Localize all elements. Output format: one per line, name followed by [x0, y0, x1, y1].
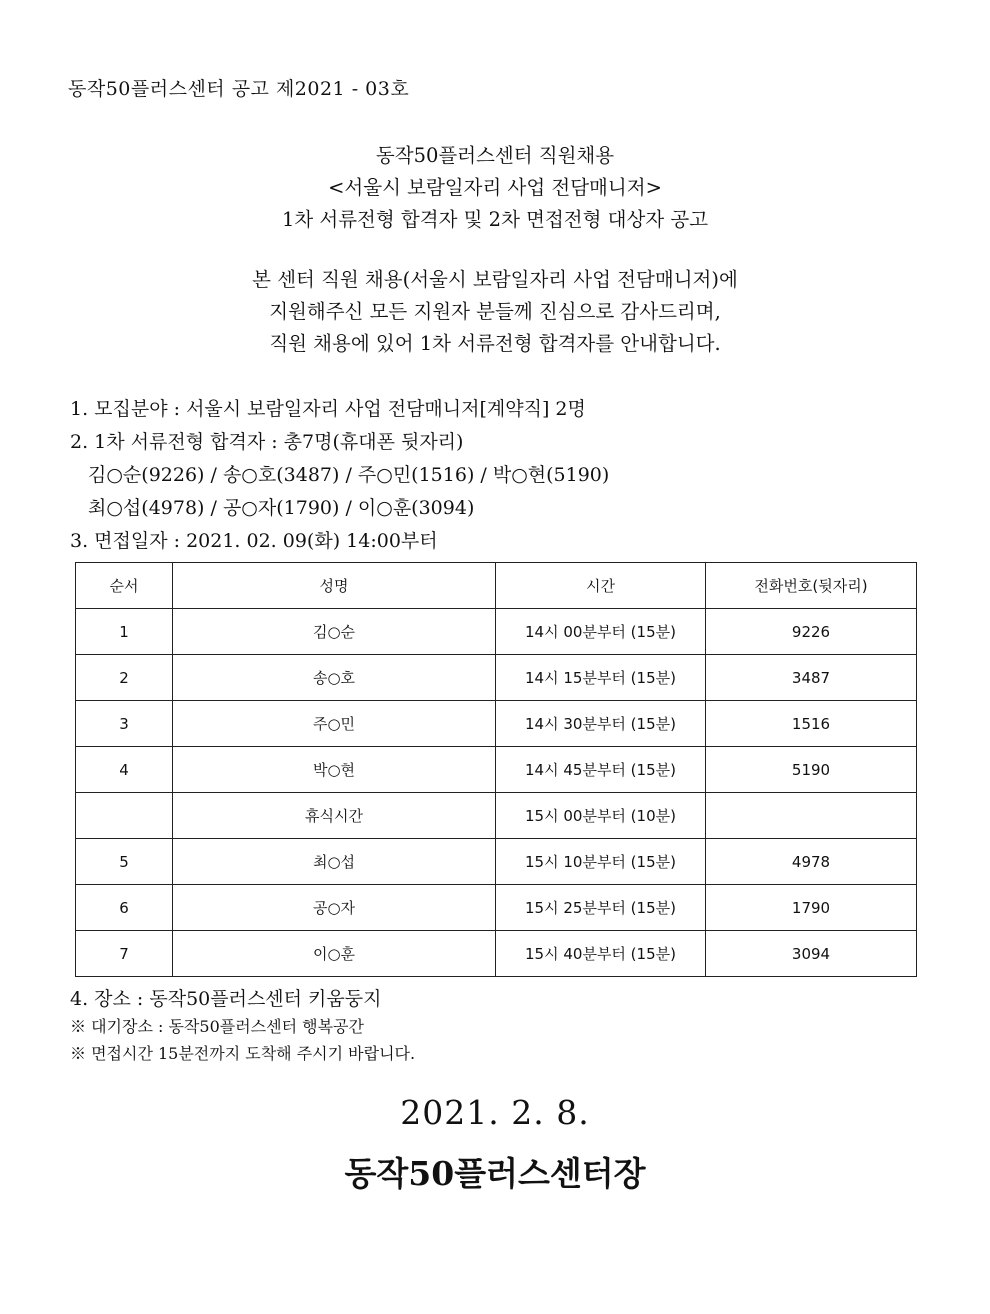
interview-schedule-table [75, 562, 917, 977]
cell-order [76, 793, 173, 839]
cell-time: 14시 15분부터 (15분) [496, 655, 706, 701]
intro-line-1: 본 센터 직원 채용(서울시 보람일자리 사업 전담매니저)에 [252, 268, 738, 291]
table-row-break [76, 793, 917, 839]
title-line-3: 1차 서류전형 합격자 및 2차 면접전형 대상자 공고 [281, 208, 709, 231]
intro-line-2: 지원해주신 모든 지원자 분들께 진심으로 감사드리며, [269, 300, 721, 323]
cell-phone: 1516 [706, 701, 917, 747]
table-row [76, 885, 917, 931]
item-passers: 2. 1차 서류전형 합격자 : 총7명(휴대폰 뒷자리) [70, 431, 464, 453]
cell-time: 15시 00분부터 (10분) [496, 793, 706, 839]
item-place: 4. 장소 : 동작50플러스센터 키움둥지 [70, 988, 382, 1010]
cell-order: 5 [76, 839, 173, 885]
cell-name: 주○민 [173, 701, 496, 747]
signer: 동작50플러스센터장 [344, 1154, 646, 1193]
intro-paragraph [0, 264, 990, 360]
table-row [76, 839, 917, 885]
intro-line-3: 직원 채용에 있어 1차 서류전형 합격자를 안내합니다. [269, 332, 721, 355]
cell-time: 14시 30분부터 (15분) [496, 701, 706, 747]
cell-order: 4 [76, 747, 173, 793]
cell-phone: 5190 [706, 747, 917, 793]
cell-name: 최○섭 [173, 839, 496, 885]
cell-time: 15시 10분부터 (15분) [496, 839, 706, 885]
table-row [76, 655, 917, 701]
notice-number: 동작50플러스센터 공고 제2021 - 03호 [68, 78, 410, 100]
cell-order: 6 [76, 885, 173, 931]
cell-order: 3 [76, 701, 173, 747]
header-time: 시간 [496, 563, 706, 609]
cell-time: 14시 00분부터 (15분) [496, 609, 706, 655]
notice-date: 2021. 2. 8. [400, 1093, 590, 1132]
note-arrival: ※ 면접시간 15분전까지 도착해 주시기 바랍니다. [70, 1044, 416, 1063]
cell-order: 2 [76, 655, 173, 701]
cell-phone: 9226 [706, 609, 917, 655]
table-row [76, 931, 917, 977]
cell-time: 15시 40분부터 (15분) [496, 931, 706, 977]
cell-order: 7 [76, 931, 173, 977]
cell-phone: 4978 [706, 839, 917, 885]
cell-phone: 3094 [706, 931, 917, 977]
cell-phone: 3487 [706, 655, 917, 701]
header-order: 순서 [76, 563, 173, 609]
cell-name: 공○자 [173, 885, 496, 931]
cell-time: 15시 25분부터 (15분) [496, 885, 706, 931]
table-row [76, 609, 917, 655]
cell-phone [706, 793, 917, 839]
cell-time: 14시 45분부터 (15분) [496, 747, 706, 793]
table-row [76, 747, 917, 793]
header-phone: 전화번호(뒷자리) [706, 563, 917, 609]
notice-footer-items [70, 985, 415, 1067]
item-recruit-field: 1. 모집분야 : 서울시 보람일자리 사업 전담매니저[계약직] 2명 [70, 398, 586, 420]
cell-name: 김○순 [173, 609, 496, 655]
cell-name: 박○현 [173, 747, 496, 793]
note-waiting-place: ※ 대기장소 : 동작50플러스센터 행복공간 [70, 1017, 364, 1036]
passers-line-2: 최○섭(4978) / 공○자(1790) / 이○훈(3094) [88, 497, 475, 519]
cell-phone: 1790 [706, 885, 917, 931]
table-row [76, 701, 917, 747]
notice-items [70, 393, 609, 558]
title-line-1: 동작50플러스센터 직원채용 [375, 144, 615, 167]
notice-title [0, 140, 990, 236]
cell-name: 이○훈 [173, 931, 496, 977]
header-name: 성명 [173, 563, 496, 609]
cell-name: 휴식시간 [173, 793, 496, 839]
item-interview-date: 3. 면접일자 : 2021. 02. 09(화) 14:00부터 [70, 530, 438, 552]
table-header-row [76, 563, 917, 609]
passers-line-1: 김○순(9226) / 송○호(3487) / 주○민(1516) / 박○현(5190) [88, 464, 610, 486]
title-line-2: <서울시 보람일자리 사업 전담매니저> [328, 176, 662, 199]
cell-order: 1 [76, 609, 173, 655]
cell-name: 송○호 [173, 655, 496, 701]
